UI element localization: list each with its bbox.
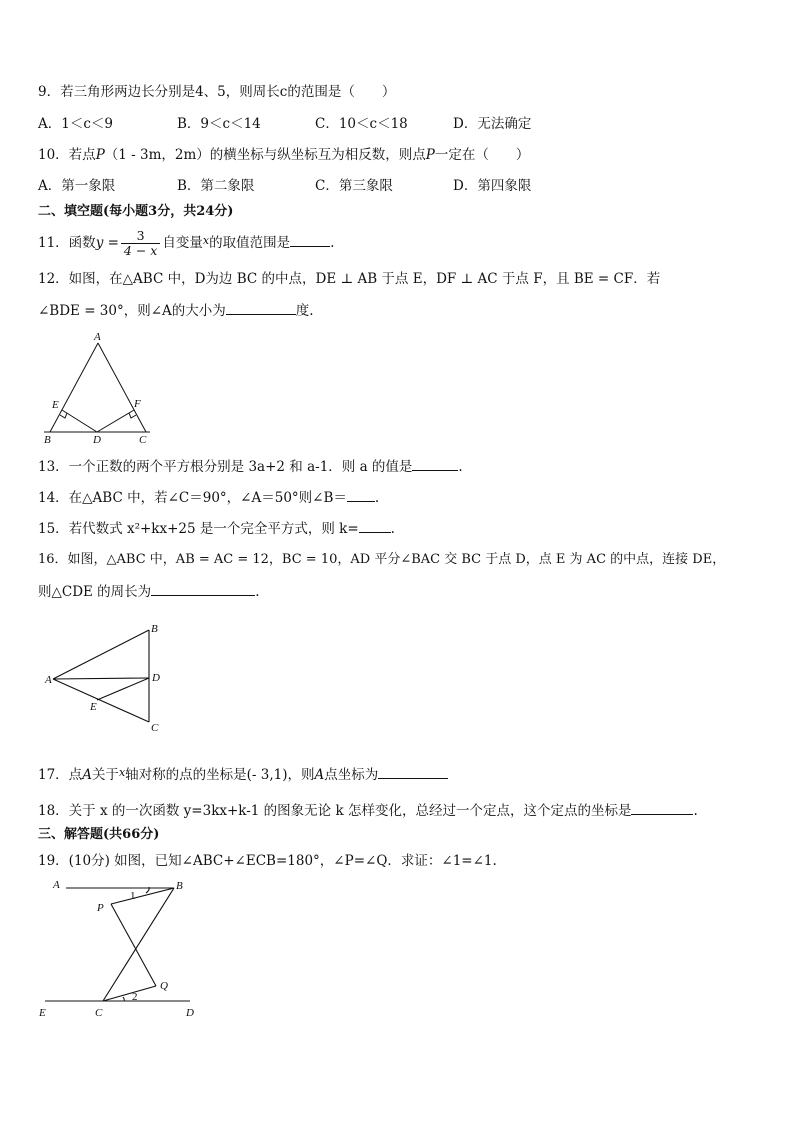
q15-text: 15．若代数式 x²+kx+25 是一个完全平方式，则 k= xyxy=(38,521,359,537)
fig19-label-p: P xyxy=(97,902,104,914)
q9-option-b: B．9＜c＜14 xyxy=(177,116,261,132)
fig12-label-b: B xyxy=(44,434,51,446)
fig12-label-a: A xyxy=(94,331,101,343)
fig16-label-a: A xyxy=(45,674,52,686)
q10-text: 10．若点 xyxy=(38,147,96,163)
q11-variable: x xyxy=(202,234,210,247)
q14-text: 14．在△ABC 中，若∠C＝90°，∠A＝50°则∠B＝ xyxy=(38,490,347,506)
q17-text-4: ，则 xyxy=(287,767,315,783)
q12-answer-blank[interactable] xyxy=(226,300,296,315)
q10-text-3: 一定在（ ） xyxy=(434,147,530,163)
q13-text: 13．一个正数的两个平方根分别是 3a+2 和 a-1．则 a 的值是 xyxy=(38,459,413,475)
fig19-label-c: C xyxy=(95,1007,103,1019)
q16-answer-blank[interactable] xyxy=(151,581,255,596)
q18-text: 18．关于 x 的一次函数 y=3kx+k-1 的图象无论 k 怎样变化，总经过一个定点，这个定点的坐标是 xyxy=(38,803,632,819)
fig19-label-e: E xyxy=(39,1007,46,1019)
q17-point: A xyxy=(82,767,92,783)
question-17 xyxy=(38,763,448,785)
section-heading-solutions: 三、解答题(共66分) xyxy=(38,827,160,842)
fig12-label-f: F xyxy=(134,398,141,410)
q11-lhs: y = xyxy=(95,235,119,251)
q18-end: . xyxy=(693,803,698,819)
fig19-angle-1: 1 xyxy=(130,890,136,902)
question-12-line-2 xyxy=(38,300,314,321)
q10-option-c: C．第三象限 xyxy=(315,178,393,194)
q17-text-2: 关于 xyxy=(91,767,119,783)
q10-text-2: 的横坐标与纵坐标互为相反数，则点 xyxy=(209,147,426,163)
question-18 xyxy=(38,800,698,821)
question-14 xyxy=(38,487,379,508)
fig12-label-c: C xyxy=(139,434,147,446)
q10-option-a: A．第一象限 xyxy=(38,178,116,194)
fig19-label-d: D xyxy=(186,1007,194,1019)
q11-numerator: 3 xyxy=(121,229,160,244)
q11-fraction xyxy=(121,229,160,258)
q11-text: 11．函数 xyxy=(38,235,96,251)
fig16-label-d: D xyxy=(152,672,160,684)
q13-answer-blank[interactable] xyxy=(412,456,458,471)
fig12-lines xyxy=(44,343,150,432)
q11-denominator: 4 − x xyxy=(123,243,158,258)
section-heading-fill-in: 二、填空题(每小题3分，共24分) xyxy=(38,204,234,219)
q15-answer-blank[interactable] xyxy=(359,518,391,533)
q11-text-3: 的取值范围是 xyxy=(209,235,291,251)
q17-coordinate: (- 3,1) xyxy=(246,767,288,783)
q10-option-d: D．第四象限 xyxy=(453,178,532,194)
fig16-label-c: C xyxy=(151,722,159,734)
question-16-line-1: 16．如图，△ABC 中，AB = AC = 12，BC = 10，AD 平分∠BAC 交 BC 于点 D，点 E 为 AC 的中点，连接 DE， xyxy=(38,552,726,567)
fig19-label-b: B xyxy=(176,880,183,892)
q12-text: ∠BDE = 30°，则∠A的大小为 xyxy=(38,303,226,319)
q17-text-5: 点坐标为 xyxy=(324,767,379,783)
q17-axis-variable: x xyxy=(118,766,126,779)
q10-option-b: B．第二象限 xyxy=(177,178,255,194)
q17-answer-blank[interactable] xyxy=(378,764,448,779)
q17-text: 17．点 xyxy=(38,767,83,783)
question-10 xyxy=(38,145,529,165)
fig16-lines xyxy=(53,630,149,722)
fig19-lines xyxy=(45,887,190,1001)
q12-end: 度. xyxy=(295,303,314,319)
question-12-line-1: 12．如图，在△ABC 中，D为边 BC 的中点，DE ⊥ AB 于点 E，DF ⊥ AC 于点 F，且 BE = CF．若 xyxy=(38,271,661,287)
fig19-label-q: Q xyxy=(160,980,168,992)
q14-end: . xyxy=(374,490,380,506)
fig16-label-b: B xyxy=(151,623,158,635)
fig12-label-d: D xyxy=(93,434,101,446)
q17-text-3: 轴对称的点的坐标是 xyxy=(125,767,247,783)
q14-answer-blank[interactable] xyxy=(347,487,375,502)
q10-point-2: P xyxy=(425,147,435,163)
q11-text-2: 自变量 xyxy=(162,235,203,251)
q9-option-c: C．10＜c＜18 xyxy=(315,116,408,132)
q11-answer-blank[interactable] xyxy=(290,232,330,247)
q18-answer-blank[interactable] xyxy=(631,800,693,815)
q10-coords: （1 - 3m，2m） xyxy=(104,147,210,163)
fig19-angle-2: 2 xyxy=(132,991,138,1003)
question-13 xyxy=(38,456,463,477)
question-19: 19．(10分) 如图，已知∠ABC+∠ECB=180°，∠P=∠Q．求证：∠1=∠1. xyxy=(38,853,497,869)
question-15 xyxy=(38,518,395,539)
q17-point-2: A xyxy=(314,767,325,783)
question-9: 9．若三角形两边长分别是4、5，则周长c的范围是（ ） xyxy=(38,84,396,100)
q9-option-d: D．无法确定 xyxy=(453,116,532,132)
fig16-label-e: E xyxy=(90,701,97,713)
q16-end: . xyxy=(255,584,260,600)
question-11 xyxy=(38,222,334,262)
fig19-label-a: A xyxy=(53,879,60,891)
q16-text: 则△CDE 的周长为 xyxy=(38,584,152,600)
q15-end: . xyxy=(390,521,395,537)
fig12-label-e: E xyxy=(52,399,59,411)
q11-end: . xyxy=(330,235,335,251)
q10-point: P xyxy=(95,147,105,163)
q9-option-a: A．1＜c＜9 xyxy=(38,116,113,132)
q13-end: . xyxy=(458,459,463,475)
question-16-line-2 xyxy=(38,581,259,602)
